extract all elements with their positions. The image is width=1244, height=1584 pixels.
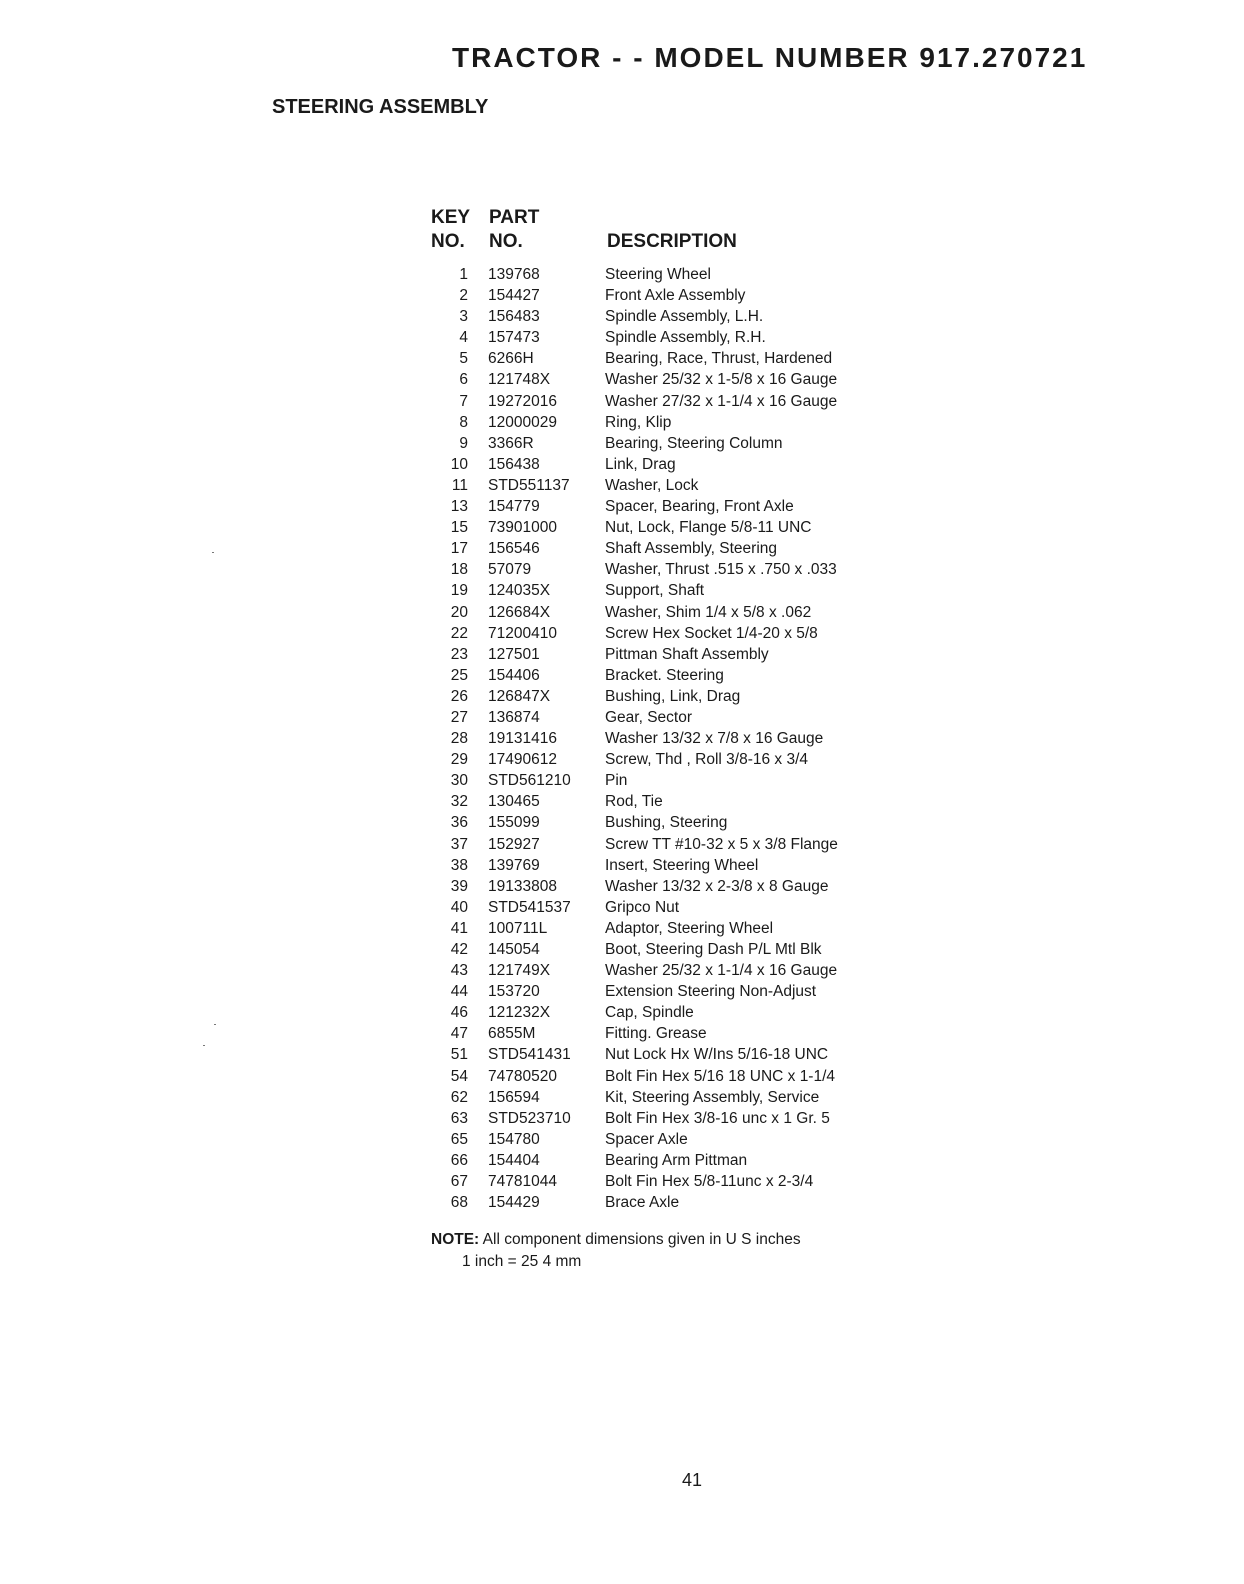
table-row xyxy=(426,1129,886,1150)
part-description: Cap, Spindle xyxy=(605,1004,694,1022)
part-description: Bracket. Steering xyxy=(605,666,724,684)
table-row xyxy=(426,1044,886,1065)
table-row xyxy=(426,1171,886,1192)
key-no: 67 xyxy=(450,1173,468,1191)
part-no: STD541537 xyxy=(488,898,571,916)
table-row xyxy=(426,517,886,538)
part-description: Pin xyxy=(605,772,628,790)
part-no: 154406 xyxy=(488,666,540,684)
key-no: 18 xyxy=(450,561,468,579)
part-description: Spindle Assembly, R.H. xyxy=(605,329,766,347)
part-description: Bushing, Steering xyxy=(605,814,728,832)
part-no: 155099 xyxy=(488,814,540,832)
key-no: 41 xyxy=(450,919,468,937)
part-description: Link, Drag xyxy=(605,455,676,473)
key-no: 30 xyxy=(450,772,468,790)
part-no: STD523710 xyxy=(488,1109,571,1127)
part-no-header xyxy=(489,206,539,254)
model-header xyxy=(452,42,1088,84)
key-no: 19 xyxy=(450,582,468,600)
table-row xyxy=(426,1066,886,1087)
model-header-text: TRACTOR - - MODEL NUMBER 917.270721 xyxy=(452,42,1088,73)
key-no: 62 xyxy=(450,1088,468,1106)
table-row xyxy=(426,707,886,728)
key-no: 40 xyxy=(450,898,468,916)
table-row xyxy=(426,285,886,306)
part-no: 152927 xyxy=(488,835,540,853)
table-row xyxy=(426,475,886,496)
table-row xyxy=(426,665,886,686)
part-no: 17490612 xyxy=(488,751,557,769)
scan-speck xyxy=(214,1024,216,1025)
key-no: 11 xyxy=(451,476,468,494)
scan-speck xyxy=(203,1045,205,1046)
key-no: 17 xyxy=(450,540,468,558)
table-row xyxy=(426,770,886,791)
part-no: 154427 xyxy=(488,287,540,305)
part-no: STD541431 xyxy=(488,1046,571,1064)
part-no: 6855M xyxy=(488,1025,536,1043)
part-description: Bolt Fin Hex 3/8-16 unc x 1 Gr. 5 xyxy=(605,1109,830,1127)
key-no: 4 xyxy=(459,329,468,347)
part-no: 121232X xyxy=(488,1004,551,1022)
part-no: 139768 xyxy=(488,266,540,283)
table-row xyxy=(426,1087,886,1108)
table-row xyxy=(426,812,886,833)
part-no: 153720 xyxy=(488,983,540,1001)
part-description: Shaft Assembly, Steering xyxy=(605,540,778,558)
part-description: Insert, Steering Wheel xyxy=(605,856,759,874)
table-row xyxy=(426,939,886,960)
key-header-top: KEY xyxy=(431,207,471,228)
part-description: Washer, Shim 1/4 x 5/8 x .062 xyxy=(605,603,812,621)
part-description: Nut Lock Hx W/Ins 5/16-18 UNC xyxy=(605,1046,829,1064)
part-no: 154779 xyxy=(488,498,540,516)
table-row xyxy=(426,264,886,285)
key-no: 15 xyxy=(450,519,468,537)
part-no: 145054 xyxy=(488,941,540,958)
part-no: 3366R xyxy=(488,434,534,452)
key-no: 26 xyxy=(450,687,468,705)
table-row xyxy=(426,559,886,580)
table-row xyxy=(426,644,886,665)
table-row xyxy=(426,686,886,707)
part-description: Bearing, Race, Thrust, Hardened xyxy=(605,350,833,368)
table-row xyxy=(426,348,886,369)
part-description: Fitting. Grease xyxy=(605,1025,707,1043)
key-no: 27 xyxy=(450,708,468,726)
part-description: Pittman Shaft Assembly xyxy=(605,645,769,663)
key-no: 44 xyxy=(450,983,468,1001)
section-title: STEERING ASSEMBLY xyxy=(272,96,489,118)
key-no: 28 xyxy=(450,730,468,748)
key-no: 22 xyxy=(450,624,468,642)
part-description: Washer 25/32 x 1-1/4 x 16 Gauge xyxy=(605,962,838,980)
part-no: 71200410 xyxy=(488,624,557,642)
key-no: 23 xyxy=(450,645,468,663)
key-no-header xyxy=(431,206,470,254)
key-no: 6 xyxy=(459,371,468,389)
part-header-top: PART xyxy=(489,207,540,228)
part-no: 156594 xyxy=(488,1088,540,1106)
part-no: 74780520 xyxy=(488,1067,557,1085)
part-description: Washer 13/32 x 7/8 x 16 Gauge xyxy=(605,730,824,748)
part-no: 156438 xyxy=(488,455,540,473)
part-description: Front Axle Assembly xyxy=(605,287,746,305)
part-description: Screw TT #10-32 x 5 x 3/8 Flange xyxy=(605,835,838,853)
key-no: 1 xyxy=(459,266,468,283)
part-description: Bolt Fin Hex 5/16 18 UNC x 1-1/4 xyxy=(605,1067,836,1085)
part-description: Screw, Thd , Roll 3/8-16 x 3/4 xyxy=(605,751,809,769)
table-row xyxy=(426,918,886,939)
table-row xyxy=(426,602,886,623)
part-no: 126847X xyxy=(488,687,551,705)
part-no: 136874 xyxy=(488,708,540,726)
key-no: 29 xyxy=(450,751,468,769)
key-no: 9 xyxy=(459,434,468,452)
part-no: 12000029 xyxy=(488,413,557,431)
table-row xyxy=(426,1002,886,1023)
key-no: 38 xyxy=(450,856,468,874)
part-description: Brace Axle xyxy=(605,1194,680,1212)
part-no: 19133808 xyxy=(488,877,557,895)
key-no: 2 xyxy=(459,287,468,305)
part-no: 73901000 xyxy=(488,519,557,537)
part-no: 74781044 xyxy=(488,1173,557,1191)
table-row xyxy=(426,580,886,601)
key-no: 3 xyxy=(459,308,468,326)
key-no: 36 xyxy=(450,814,468,832)
table-row xyxy=(426,1023,886,1044)
part-no: STD561210 xyxy=(488,772,571,790)
table-row xyxy=(426,412,886,433)
part-description: Screw Hex Socket 1/4-20 x 5/8 xyxy=(605,624,818,642)
key-no: 37 xyxy=(450,835,468,853)
table-row xyxy=(426,981,886,1002)
table-row xyxy=(426,791,886,812)
table-row xyxy=(426,749,886,770)
part-description: Washer 27/32 x 1-1/4 x 16 Gauge xyxy=(605,392,838,410)
key-no: 54 xyxy=(450,1067,468,1085)
table-row xyxy=(426,623,886,644)
scan-speck xyxy=(212,552,214,553)
table-row xyxy=(426,960,886,981)
key-no: 66 xyxy=(450,1151,468,1169)
part-description: Gripco Nut xyxy=(605,898,680,916)
part-description: Adaptor, Steering Wheel xyxy=(605,919,774,937)
part-no: 156546 xyxy=(488,540,540,558)
key-no: 46 xyxy=(450,1004,468,1022)
part-no: 121749X xyxy=(488,962,551,980)
key-no: 63 xyxy=(450,1109,468,1127)
note-conversion: 1 inch = 25 4 mm xyxy=(462,1253,582,1270)
key-header-bottom: NO. xyxy=(431,231,465,252)
part-description: Extension Steering Non-Adjust xyxy=(605,983,817,1001)
part-no: 124035X xyxy=(488,582,551,600)
table-row xyxy=(426,1108,886,1129)
key-no: 32 xyxy=(450,793,468,811)
table-row xyxy=(426,855,886,876)
key-no: 43 xyxy=(450,962,468,980)
part-description: Bushing, Link, Drag xyxy=(605,687,741,705)
table-row xyxy=(426,1192,886,1213)
part-description: Gear, Sector xyxy=(605,708,693,726)
key-no: 51 xyxy=(450,1046,468,1064)
key-no: 47 xyxy=(450,1025,468,1043)
part-no: 6266H xyxy=(488,350,534,368)
table-row xyxy=(426,391,886,412)
part-header-bottom: NO. xyxy=(489,231,523,252)
part-description: Spacer Axle xyxy=(605,1130,688,1148)
page-number: 41 xyxy=(682,1470,703,1490)
note-label: NOTE: xyxy=(431,1231,480,1248)
table-row xyxy=(426,327,886,348)
part-description: Bearing Arm Pittman xyxy=(605,1151,748,1169)
part-no: 154429 xyxy=(488,1194,540,1212)
part-description: Steering Wheel xyxy=(605,266,711,283)
part-no: 19131416 xyxy=(488,730,557,748)
parts-list xyxy=(426,264,886,1213)
table-row xyxy=(426,1150,886,1171)
key-no: 5 xyxy=(459,350,468,368)
part-description: Bearing, Steering Column xyxy=(605,434,783,452)
table-row xyxy=(426,496,886,517)
part-description: Bolt Fin Hex 5/8-11unc x 2-3/4 xyxy=(605,1173,814,1191)
part-no: 139769 xyxy=(488,856,540,874)
part-no: 130465 xyxy=(488,793,540,811)
key-no: 42 xyxy=(450,941,468,958)
key-no: 20 xyxy=(450,603,468,621)
table-row xyxy=(426,728,886,749)
table-row xyxy=(426,834,886,855)
part-no: 126684X xyxy=(488,603,551,621)
part-description: Washer, Lock xyxy=(605,476,699,494)
part-no: 57079 xyxy=(488,561,532,579)
part-description: Spacer, Bearing, Front Axle xyxy=(605,498,794,516)
key-no: 25 xyxy=(450,666,468,684)
part-no: 154404 xyxy=(488,1151,540,1169)
part-description: Washer 25/32 x 1-5/8 x 16 Gauge xyxy=(605,371,838,389)
description-header: DESCRIPTION xyxy=(607,231,737,252)
part-no: 156483 xyxy=(488,308,540,326)
part-no: 157473 xyxy=(488,329,540,347)
part-description: Ring, Klip xyxy=(605,413,672,431)
part-description: Washer, Thrust .515 x .750 x .033 xyxy=(605,561,837,579)
part-description: Spindle Assembly, L.H. xyxy=(605,308,764,326)
part-no: 154780 xyxy=(488,1130,540,1148)
part-description: Kit, Steering Assembly, Service xyxy=(605,1088,820,1106)
part-no: 121748X xyxy=(488,371,551,389)
key-no: 39 xyxy=(450,877,468,895)
part-no: 19272016 xyxy=(488,392,557,410)
table-row xyxy=(426,369,886,390)
key-no: 10 xyxy=(450,455,468,473)
part-no: STD551137 xyxy=(488,476,570,494)
key-no: 68 xyxy=(450,1194,468,1212)
table-row xyxy=(426,538,886,559)
table-row xyxy=(426,433,886,454)
part-description: Nut, Lock, Flange 5/8-11 UNC xyxy=(605,519,812,537)
table-row xyxy=(426,897,886,918)
table-row xyxy=(426,454,886,475)
table-row xyxy=(426,306,886,327)
key-no: 65 xyxy=(450,1130,468,1148)
table-row xyxy=(426,876,886,897)
key-no: 7 xyxy=(459,392,468,410)
part-no: 100711L xyxy=(488,919,548,937)
part-no: 127501 xyxy=(488,645,540,663)
part-description: Support, Shaft xyxy=(605,582,705,600)
note-text: All component dimensions given in U S inches xyxy=(482,1231,801,1248)
part-description: Boot, Steering Dash P/L Mtl Blk xyxy=(605,941,822,958)
part-description: Washer 13/32 x 2-3/8 x 8 Gauge xyxy=(605,877,829,895)
note xyxy=(431,1229,801,1251)
part-description: Rod, Tie xyxy=(605,793,663,811)
key-no: 13 xyxy=(450,498,468,516)
key-no: 8 xyxy=(459,413,468,431)
